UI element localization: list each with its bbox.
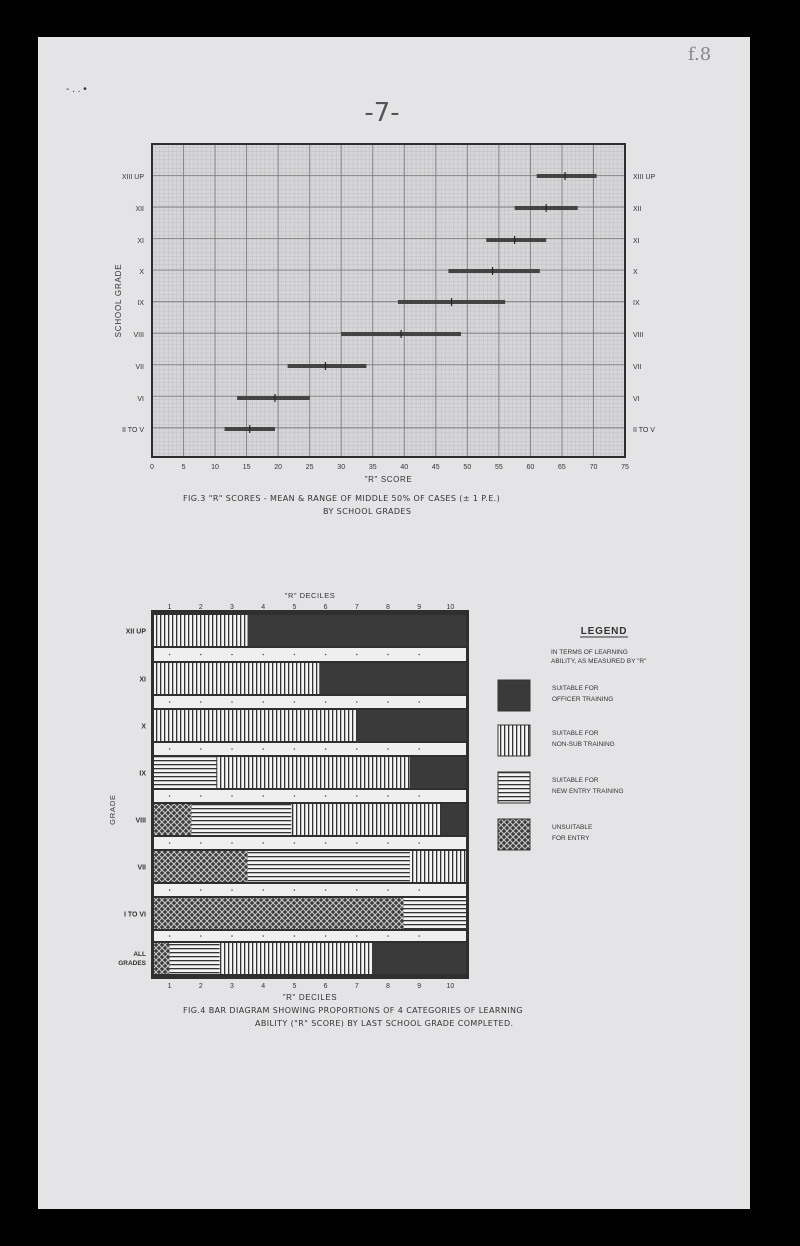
fig4-bar-segment <box>248 615 466 646</box>
fig4-bar-segment <box>372 943 466 974</box>
fig3-row-label-right: VIII <box>633 332 644 339</box>
fig4-decile-dot <box>169 795 171 797</box>
fig3-row-label-left: X <box>139 269 144 276</box>
fig4-decile-dot <box>200 748 202 750</box>
fig4-bottom-tick-label: 1 <box>167 983 172 990</box>
fig4-decile-dot <box>418 748 420 750</box>
fig4-decile-dot <box>294 654 296 656</box>
fig3-x-tick-label: 25 <box>305 464 314 471</box>
fig4-legend-item-label: UNSUITABLE <box>552 824 593 831</box>
fig3-row-label-right: X <box>633 269 638 276</box>
fig4-legend-item-label: SUITABLE FOR <box>552 730 599 737</box>
fig4-y-axis-label: GRADE <box>108 794 117 825</box>
fig4-decile-dot <box>169 935 171 937</box>
fig4-bar-segment <box>154 757 216 788</box>
fig4-decile-dot <box>356 842 358 844</box>
fig4-decile-dot <box>418 842 420 844</box>
page-number: -7- <box>364 98 400 128</box>
fig4-top-tick-label: 9 <box>417 604 422 611</box>
fig4-legend-item-label: SUITABLE FOR <box>552 685 599 692</box>
fig3-x-tick-label: 0 <box>150 464 154 471</box>
fig4-bottom-tick-label: 6 <box>323 983 328 990</box>
fig4-row-label: ALL <box>133 951 146 958</box>
fig4-decile-dot <box>387 654 389 656</box>
fig4-row-label: VII <box>137 864 146 872</box>
fig4-bottom-tick-label: 8 <box>386 983 390 990</box>
fig4-decile-dot <box>231 935 233 937</box>
fig4-decile-dot <box>262 701 264 703</box>
fig3-row-label-right: XII <box>633 206 642 213</box>
fig4-bar-segment <box>154 943 170 974</box>
fig4-row-label: IX <box>139 770 146 778</box>
fig3-row-label-left: XII <box>135 206 144 213</box>
fig4-row-label: XII UP <box>125 628 146 636</box>
fig4-bar-segment <box>154 615 248 646</box>
fig3-row-label-left: VIII <box>133 332 144 339</box>
fig4-decile-dot <box>418 654 420 656</box>
fig3-x-tick-label: 30 <box>337 464 346 471</box>
fig4-bar-segment <box>216 757 409 788</box>
fig3-row-label-left: II TO V <box>122 427 144 434</box>
fig4-legend-item-label: OFFICER TRAINING <box>552 696 614 703</box>
folio-number: f.8 <box>688 44 712 65</box>
fig4-decile-dot <box>200 795 202 797</box>
fig4-legend-subtitle: IN TERMS OF LEARNING <box>551 649 628 656</box>
fig3-row-label-left: XIII UP <box>121 174 144 181</box>
fig4-x-axis-label: "R" DECILES <box>282 993 338 1002</box>
fig4-decile-dot <box>262 795 264 797</box>
fig4-bottom-tick-label: 4 <box>261 983 266 990</box>
fig4-bottom-tick-label: 5 <box>292 983 297 990</box>
fig4-decile-dot <box>200 935 202 937</box>
fig4-decile-dot <box>294 701 296 703</box>
fig4-decile-dot <box>356 701 358 703</box>
fig3-x-tick-label: 45 <box>431 464 440 471</box>
fig4-bar-segment <box>291 804 441 835</box>
fig4-legend-item-label: FOR ENTRY <box>552 835 590 842</box>
fig4-bottom-tick-label: 2 <box>198 983 203 990</box>
fig3-row-label-right: IX <box>633 300 640 307</box>
fig4-decile-dot <box>387 842 389 844</box>
fig3-x-tick-label: 70 <box>589 464 598 471</box>
fig4-bottom-tick-label: 7 <box>354 983 359 990</box>
fig4-top-tick-label: 1 <box>167 604 172 611</box>
fig4-bar-segment <box>441 804 466 835</box>
fig3-x-tick-label: 35 <box>368 464 377 471</box>
fig4-bar-segment <box>404 898 466 929</box>
fig4-decile-dot <box>418 795 420 797</box>
fig4-decile-dot <box>356 889 358 891</box>
fig4-legend-swatch <box>498 772 530 803</box>
fig4-row-label: GRADES <box>118 960 146 967</box>
fig3-y-axis-label: SCHOOL GRADE <box>114 263 123 338</box>
fig3-row-label-right: II TO V <box>633 427 655 434</box>
fig3-row-label-left: XI <box>137 238 144 245</box>
fig4-decile-dot <box>200 889 202 891</box>
fig4-row-label: VIII <box>135 817 146 825</box>
fig4-caption-title: FIG.4 BAR DIAGRAM SHOWING PROPORTIONS OF 4 CATEGORIES OF LEARNING <box>183 1006 523 1015</box>
fig3-x-tick-label: 65 <box>558 464 566 471</box>
fig3-x-tick-label: 55 <box>494 464 503 471</box>
fig4-bar-segment <box>154 898 404 929</box>
fig4-top-tick-label: 10 <box>446 604 455 611</box>
fig4-decile-dot <box>387 748 389 750</box>
fig4-decile-dot <box>231 889 233 891</box>
fig4-bar-segment <box>410 851 466 882</box>
fig3-row-label-right: VI <box>633 396 640 403</box>
fig4-legend-subtitle: ABILITY, AS MEASURED BY "R" <box>551 658 647 665</box>
fig4-decile-dot <box>356 748 358 750</box>
fig4-decile-dot <box>200 701 202 703</box>
fig4-decile-dot <box>169 842 171 844</box>
fig4-legend-item-label: NON-SUB TRAINING <box>552 741 615 748</box>
fig4-decile-dot <box>356 935 358 937</box>
fig4-legend-swatch <box>498 680 530 711</box>
fig4-bottom-tick-label: 3 <box>230 983 234 990</box>
fig4-decile-dot <box>356 795 358 797</box>
fig4-decile-dot <box>387 935 389 937</box>
fig3-minor-grid <box>152 144 625 457</box>
fig3-x-tick-label: 60 <box>526 464 535 471</box>
fig3-x-tick-label: 10 <box>211 464 219 471</box>
fig3-row-label-right: XIII UP <box>633 174 656 181</box>
fig4-row-label: I TO VI <box>123 911 146 919</box>
fig4-legend-swatch <box>498 819 530 850</box>
fig4-row-label: XI <box>139 676 146 684</box>
fig4-decile-dot <box>294 935 296 937</box>
fig4-decile-dot <box>169 748 171 750</box>
fig3-x-tick-label: 50 <box>463 464 472 471</box>
fig3-x-tick-label: 5 <box>181 464 186 471</box>
fig4-decile-dot <box>387 701 389 703</box>
fig3-x-tick-label: 40 <box>400 464 409 471</box>
fig4-bar-segment <box>410 757 466 788</box>
fig3-x-tick-label: 20 <box>274 464 283 471</box>
fig4-legend-item-label: NEW ENTRY TRAINING <box>552 788 624 795</box>
fig4-bar-segment <box>319 663 466 694</box>
fig3-row-label-right: VII <box>633 364 642 371</box>
fig4-decile-dot <box>294 842 296 844</box>
fig4-decile-dot <box>262 654 264 656</box>
fig3-row-label-left: IX <box>137 300 144 307</box>
fig4-top-axis-label: "R" DECILES <box>284 591 336 600</box>
fig4-top-tick-label: 2 <box>198 604 203 611</box>
fig4-top-tick-label: 6 <box>323 604 328 611</box>
fig4-decile-dot <box>169 889 171 891</box>
fig4-decile-dot <box>387 889 389 891</box>
fig3-x-tick-label: 75 <box>621 464 629 471</box>
fig4-decile-dot <box>418 701 420 703</box>
fig4-decile-dot <box>169 654 171 656</box>
fig4-decile-dot <box>294 795 296 797</box>
fig4-decile-dot <box>325 795 327 797</box>
fig4-bar-segment <box>170 943 220 974</box>
fig4-decile-dot <box>262 748 264 750</box>
fig3-x-axis-label: "R" SCORE <box>364 475 413 484</box>
fig3-row-label-right: XI <box>633 238 640 245</box>
fig4-caption-subtitle: ABILITY ("R" SCORE) BY LAST SCHOOL GRADE COMPLETED. <box>255 1019 514 1028</box>
fig4-decile-dot <box>418 889 420 891</box>
fig4-bar-segment <box>154 663 319 694</box>
fig4-legend-swatch <box>498 725 530 756</box>
fig4-bar-segment <box>220 943 373 974</box>
fig4-decile-dot <box>325 701 327 703</box>
fig4-decile-dot <box>294 889 296 891</box>
fig4-decile-dot <box>325 889 327 891</box>
fig4-decile-dot <box>294 748 296 750</box>
fig4-bar-segment <box>154 710 357 741</box>
fig4-top-tick-label: 3 <box>230 604 234 611</box>
fig4-top-tick-label: 5 <box>292 604 297 611</box>
fig4-decile-dot <box>231 795 233 797</box>
fig4-bar-segment <box>154 804 191 835</box>
fig4-decile-dot <box>231 654 233 656</box>
fig4-top-tick-label: 7 <box>354 604 359 611</box>
fig3-row-label-left: VI <box>137 396 144 403</box>
fig4-top-tick-label: 8 <box>386 604 390 611</box>
fig4-row-label: X <box>141 723 146 731</box>
fig4-decile-dot <box>200 654 202 656</box>
fig4-decile-dot <box>262 842 264 844</box>
fig4-decile-dot <box>418 935 420 937</box>
fig3-caption-title: FIG.3 "R" SCORES - MEAN & RANGE OF MIDDLE 50% OF CASES (± 1 P.E.) <box>183 494 501 503</box>
fig4-decile-dot <box>200 842 202 844</box>
fig4-bar-segment <box>248 851 410 882</box>
fig4-decile-dot <box>231 748 233 750</box>
fig4-bottom-tick-label: 10 <box>446 983 455 990</box>
fig4-decile-dot <box>356 654 358 656</box>
fig4-decile-dot <box>387 795 389 797</box>
fig4-legend-title: LEGEND <box>580 626 628 637</box>
fig3-row-label-left: VII <box>135 364 144 371</box>
fig4-decile-dot <box>231 701 233 703</box>
fig4-top-tick-label: 4 <box>261 604 266 611</box>
fig4-legend-item-label: SUITABLE FOR <box>552 777 599 784</box>
fig4-decile-dot <box>231 842 233 844</box>
fig3-x-tick-label: 15 <box>242 464 251 471</box>
fig4-bottom-tick-label: 9 <box>417 983 422 990</box>
fig3-caption-subtitle: BY SCHOOL GRADES <box>323 507 412 516</box>
fig4-decile-dot <box>325 935 327 937</box>
fig4-bar-segment <box>191 804 291 835</box>
fig4-decile-dot <box>169 701 171 703</box>
fig4-decile-dot <box>325 842 327 844</box>
fig4-decile-dot <box>325 748 327 750</box>
corner-mark: - . . • <box>66 84 87 95</box>
fig4-bar-segment <box>154 851 248 882</box>
fig4-decile-dot <box>262 889 264 891</box>
fig4-bar-segment <box>357 710 466 741</box>
fig4-decile-dot <box>262 935 264 937</box>
fig4-decile-dot <box>325 654 327 656</box>
